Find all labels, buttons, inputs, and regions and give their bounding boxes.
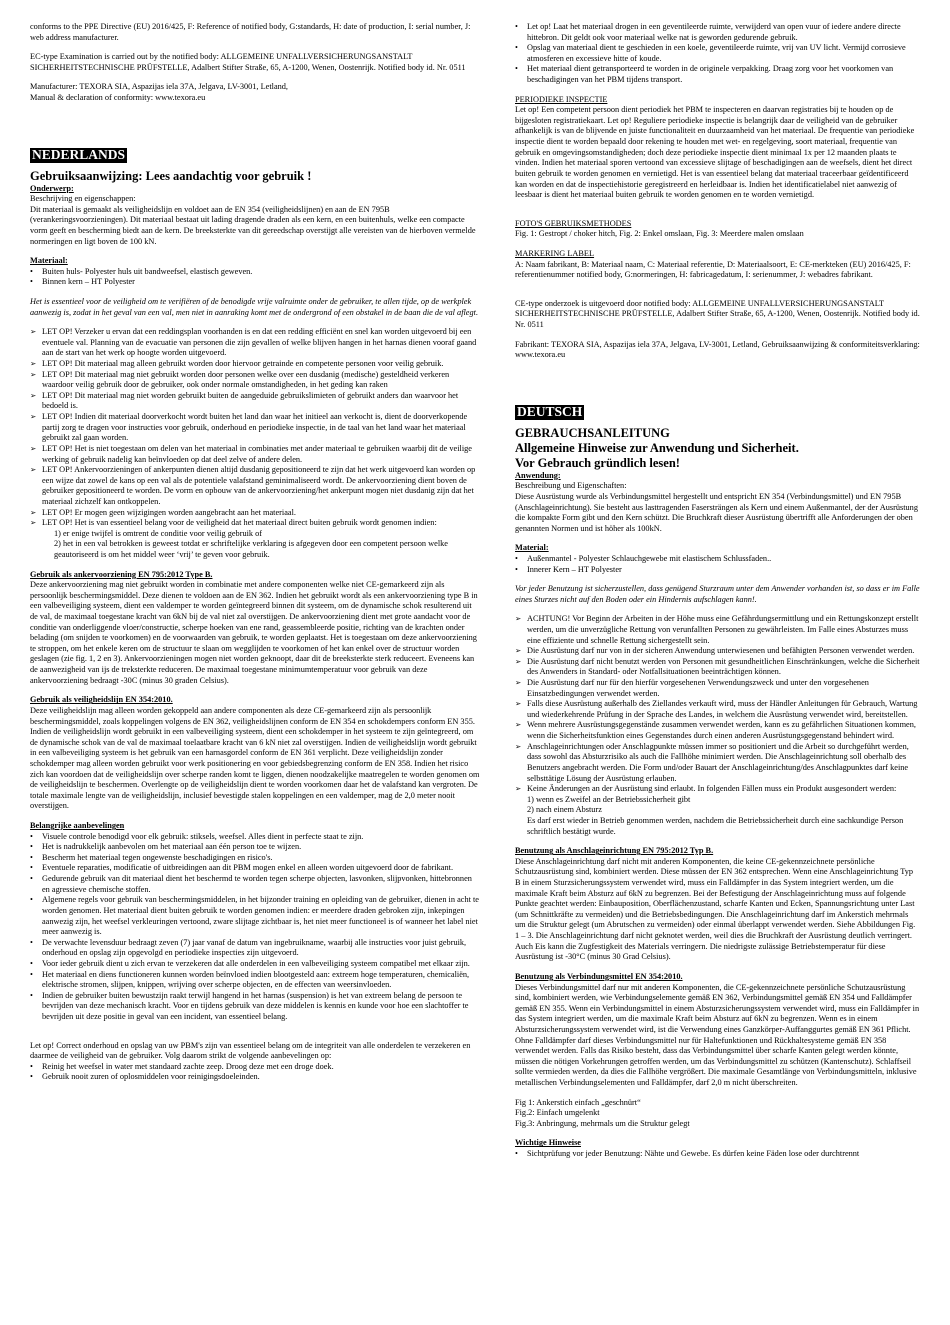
warning-item: ➢ Falls diese Ausrüstung außerhalb des Ziellandes verkauft wird, muss der Händler Anleitungen für Gebrauch, Wartung und wiederkehrende Prüfung in der Sprache des Landes, in welchem die Ausrüstung verwendet wird, bereitstellen.	[515, 699, 920, 720]
warning-item: ➢ LET OP! Dit materiaal mag niet gebruikt worden door personen welke over een dusdanig (medische) gesteldheid verkeren waardoor veilig gebruik door de gebruiker, ook onder normale omstandigheden, in het geding kan raken	[30, 370, 480, 391]
language-label-nl: NEDERLANDS	[32, 146, 126, 162]
nl-lanyard-text: Deze veiligheidslijn mag alleen worden gekoppeld aan andere componenten als deze CE-gemarkeerd zijn als persoonlijk beschermingsmiddel, zoals koppelingen volgens de EN 362, veiligheidslijnen conform de EN 354 en schokdempers conform EN 355. Indien de veiligheidslijn wordt gebruikt in een valbeveiliging systeem, dient een schokdemper in het systeem te zijn geïntegreerd, om de dynamische schok van de val de maximaal toelaatbare kracht van 6 kN niet zal overstijgen. Indien de veiligheidslijn wordt gebruikt in een valbeveiliging systeem is het gebruik van een harnasgordel conform de EN 361 verplicht. Deze veiligheidslijn zonder schokdemper mag alleen worden gebruikt voor werk positionering en voor gebiedsbegrenzing conform de EN 358. Indien het risico zich kan voordoen dat de veiligheidslijn over scherpe randen komt te liggen, dienen noodzakelijke maatregelen te worden genomen om de veiligheidslijn te beschermen. Overlengte op de veiligheidslijn dient te worden voorkomen daar het de valafstand kan vergroten. De totale maximale lengte van de veiligheidslijn, inclusief bevestigde stalen koppelingen en een valdemper, mag de 2,0 meter nooit overstijgen.	[30, 705, 480, 811]
list-item: • Sichtprüfung vor jeder Benutzung: Nähte und Gewebe. Es dürfen keine Fäden lose oder durchtrennt	[515, 1149, 920, 1160]
list-item: • Let op! Laat het materiaal drogen in een geventileerde ruimte, verwijderd van open vuur of iedere andere directe hittebron. Dit geldt ook voor materiaal welke nat is geworden gedurende gebruik.	[515, 22, 920, 43]
condition-item: 2) het in een val betrokken is geweest totdat er schriftelijke verklaring is afgegeven door een competent persoon welke geautoriseerd is om het middel weer ‘vrij’ te geven voor gebruik.	[54, 539, 448, 559]
warning-item: ➢ LET OP! Indien dit materiaal doorverkocht wordt buiten het land dan waar het initieel aan verkocht is, dient de doorverkopende partij zorg te dragen voor instructies voor gebruik, onderhoud en periodieke inspectie, in de taal van het land waar het materiaal gebruikt zal gaan worden.	[30, 412, 480, 444]
warning-item: ➢ Die Ausrüstung darf nicht benutzt werden von Personen mit gesundheitlichen Einschränkungen, welche die Sicherheit des Anwenders in Standard- oder Notfallsituationen beeinträchtigen können.	[515, 657, 920, 678]
list-item: • Buiten huls- Polyester huls uit bandweefsel, elastisch geweven.	[30, 267, 480, 278]
nl-maintenance-list	[30, 1062, 480, 1083]
nl-clearance-note: Het is essentieel voor de veiligheid om te verifiëren of de benodigde vrije valruimte onder de gebruiker, te allen tijde, op de werkplek aanwezig is, zodat in het geval van een val, men niet in aanraking komt met de ondergrond of een obstakel in de baan die de val aflegt.	[30, 296, 479, 317]
nl-label-text: A: Naam fabrikant, B: Materiaal naam, C: Materiaal referentie, D: Materiaalsoort, E: CE-merkteken (EU) 2016/425, F: referentienummer notified body, G:normeringen, H: fabricagedatum, I: serienummer, J: webadres fabrikant.	[515, 259, 911, 280]
list-item: • Gedurende gebruik van dit materiaal dient het beschermd te worden tegen scherpe objecten, lasvonken, slijpvonken, hittebronnen en agressieve chemische stoffen.	[30, 874, 480, 895]
warning-item: ➢ LET OP! Verzeker u ervan dat een reddingsplan voorhanden is en dat een redding efficiënt en snel kan worden uitgevoerd bij een eventuele val. Planning van de evacuatie van personen die zijn gevallen of welke blijven hangen in het harnas dienen vooraf gaand aan de start van het werk op hoogte worden uitgevoerd.	[30, 327, 480, 359]
condition-item: Es darf erst wieder in Betrieb genommen werden, nachdem die Betriebssicherheit durch eine sachkundige Person schriftlich bestätigt wurde.	[527, 815, 904, 836]
list-item: • De verwachte levensduur bedraagt zeven (7) jaar vanaf de datum van ingebruikname, waarbij alle instructies voor juist gebruik, onderhoud en opslag zijn opgevolgd en periodieke inspecties zijn uitgevoerd.	[30, 938, 480, 959]
list-item: • Gebruik nooit zuren of oplosmiddelen voor reinigingsdoeleinden.	[30, 1072, 480, 1083]
nl-warning-conditions	[30, 529, 480, 561]
list-item: • Eventuele reparaties, modificatie of uitbreidingen aan dit PBM mogen enkel en alleen worden uitgevoerd door de fabrikant.	[30, 863, 480, 874]
intro-manual-link: Manual & declaration of conformity: www.texora.eu	[30, 93, 206, 103]
warning-item: ➢ LET OP! Dit materiaal mag niet worden gebruikt buiten de aangeduide gebruikslimieten of gebruikt anders dan waarvoor het bedoeld is.	[30, 391, 480, 412]
de-lanyard-heading: Benutzung als Verbindungsmittel EN 354:2010.	[515, 971, 683, 981]
warning-item: ➢ LET OP! Er mogen geen wijzigingen worden aangebracht aan het materiaal.	[30, 508, 480, 519]
nl-material-list	[30, 267, 480, 288]
warning-item: ➢ ACHTUNG! Vor Beginn der Arbeiten in der Höhe muss eine Gefährdungsermittlung und ein Rettungskonzept erstellt werden, um die unverzügliche Rettung von verunfallten Personen zu gewährleisten. Im Falle eines Absturzes muss eine effiziente und schnelle Rettung sichergestellt sein.	[515, 614, 920, 646]
nl-subject-text: Dit materiaal is gemaakt als veiligheidslijn en voldoet aan de EN 354 (veiligheidslijnen) en aan de EN 795B (verankeringsvoorzieningen). Dit materiaal bestaat uit lading dragende draden als een kern, en een buitenhuls, welke een compacte vorm geeft en bescherming biedt aan de kern. De breeksterkte van dit gereedschap overstijgt alle vereisten van de hierboven vermelde normeringen en ligt boven de 100 kN.	[30, 204, 476, 246]
left-column	[30, 22, 480, 1083]
nl-material-label: Materiaal:	[30, 256, 68, 266]
list-item: • Reinig het weefsel in water met standaard zachte zeep. Droog deze met een droge doek.	[30, 1062, 480, 1073]
right-column	[515, 22, 920, 1160]
list-item: • Indien de gebruiker buiten bewustzijn raakt terwijl hangend in het harnas (suspension) is het van extreem belang de persoon te bevrijden van deze mechanisch kracht. Voor en tijdens gebruik van deze middelen is kennis en kunde voor hoe een slachtoffer te bevrijden uit deze positie in geval van een incident, van essentieel belang.	[30, 991, 480, 1023]
warning-item: ➢ Keine Änderungen an der Ausrüstung sind erlaubt. In folgenden Fällen muss ein Produkt ausgesondert werden:	[515, 784, 920, 795]
de-anchor-text: Diese Anschlageinrichtung darf nicht mit anderen Komponenten, die keine CE-gekennzeichnete persönliche Schutzausrüstung sind, kombiniert werden. Diese müssen der EN 362 entsprechen. Wenn eine Anschlageinrichtung Typ B in einem Sturzsicherungssystem verwendet wird, muss ein Falldämpfer in das System integriert werden, um die maximale Kraft beim Absturz auf 6kN zu begrenzen. Bei der Befestigung der Anschlageinrichtung muss auf folgende Punkte geachtet werden: Einbauposition, Oberflächenzustand, scharfe Kanten und Ecken, Spannungsrichtung unter Last (um Schnittkräfte zu vermeiden) und die Betriebsbedingungen. Die Anschlageinrichtung darf im Ankerstich mehrmals um die Struktur gelegt (um Abrutschen zu vermeiden) oder einmal überlappt verwendet werden. Siehe Abbildungen Fig. 1 – 3. Die Anschlageinrichtung darf nicht geknotet werden, weil dies die Bruchkraft der Ausrüstung deutlich verringert. Auch Eis kann die Zugfestigkeit des Materials verringern. Die niedrigste zulässige Betriebstemperatur für diese Ausrüstung ist -30°C (minus 30 Grad Celsius).	[515, 856, 916, 962]
de-application-label: Anwendung:	[515, 470, 561, 480]
de-title-line-2: Allgemeine Hinweise zur Anwendung und Sicherheit.	[515, 440, 799, 455]
warning-item: ➢ LET OP! Het is van essentieel belang voor de veiligheid dat het materiaal direct buiten gebruik wordt genomen indien:	[30, 518, 480, 529]
de-lanyard-text: Dieses Verbindungsmittel darf nur mit anderen Komponenten, die CE-gekennzeichnete persönliche Schutzausrüstung sind, kombiniert werden, wie Verbindungselemente gemäß EN 362, Verbindungsmittel gemäß EN 354 und Falldämpfer gemäß EN 355. Wenn ein Verbindungsmittel in einem Absturzsicherungssystem verwendet wird, muss ein Falldämpfer in das System integriert werden, um die maximale Kraft beim Absturz auf 6kN zu begrenzen. Wenn es in einem Absturzsicherungssystem verwendet wird, ist die Verwendung eines Ganzkörper-Auffanggurtes gemäß EN 361 Pflicht. Ohne Falldämpfer darf dieses Verbindungsmittel nur für Haltefunktionen und Rückhaltesysteme gemäß EN 358 verwendet werden. Falls das Risiko besteht, dass das Verbindungsmittel über scharfe Kanten gelegt werden könnte, müssen die nötigen Vorkehrungen getroffen werden, um das Verbindungsmittel zu schützen (Kantenschutz). Schlaffseil sollte vermieden werden, da dies die Fallhöhe vergrößert. Die maximale Gesamtlänge von Verbindungsmitteln, inklusive metallischen Verbindungselementen und Falldämpfer, darf 2,0 m nicht überschreiten.	[515, 982, 920, 1087]
de-fig-item: Fig.2: Einfach umgelenkt	[515, 1108, 600, 1118]
de-material-label: Material:	[515, 543, 549, 553]
list-item: • Innerer Kern – HT Polyester	[515, 565, 920, 576]
de-fig-item: Fig.3: Anbringung, mehrmals um die Struktur gelegt	[515, 1118, 690, 1128]
nl-inspection-text: Let op! Een competent persoon dient periodiek het PBM te inspecteren en daarvan registraties bij te houden op de bijgesloten registratiekaart. Let op! Reguliere periodieke inspectie is belangrijk daar de veiligheid van de gebruiker afhankelijk is van de blijvende en juiste functionaliteit en duurzaamheid van het materiaal. De frequentie van periodieke inspectie dient te worden bepaald door rekening te houden met wet- en regelgeving, soort materiaal, frequentie van gebruik en omgevingsomstandigheden; doch deze periodieke inspectie dient minimaal 1x per 12 maanden plaats te vinden. Indien het materiaal sporen vertoond van excessieve slijtage of beschadigingen aan de weefsels, dient het direct buiten gebruik te worden genomen en vernietigd. Het is van essentieel belang dat materiaal traceerbaar geïdentificeerd kan worden en dat de inspectiehistorie geregistreerd en herleidbaar is. Indien het identificatielabel niet aanwezig of leesbaar is dient het materiaal buiten gebruik te worden genomen en te worden vernietigd.	[515, 105, 915, 200]
nl-ce-text: CE-type onderzoek is uitgevoerd door notified body: ALLGEMEINE UNFALLVERSICHERUNGSANSTALT SICHERHEITSTECHNISCHE PRÜFSTELLE, Adalbert Stifter Straße, 65, A-1200, Wenen, Oostenrijk. Notified body id. Nr. 0511	[515, 298, 920, 330]
list-item: • Binnen kern – HT Polyester	[30, 277, 480, 288]
de-warning-conditions	[515, 795, 920, 837]
condition-item: 2) nach einem Absturz	[527, 805, 602, 815]
nl-storage-list	[515, 22, 920, 86]
de-title-line-1: GEBRAUCHSANLEITUNG	[515, 425, 670, 440]
de-clearance-note: Vor jeder Benutzung ist sicherzustellen, dass genügend Sturzraum unter dem Anwender vorhanden ist, so dass er im Falle eines Sturzes nicht auf den Boden oder ein Hindernis aufschlagen kann!.	[515, 584, 920, 604]
warning-item: ➢ Anschlageinrichtungen oder Anschlagpunkte müssen immer so positioniert und die Arbeit so durchgeführt werden, dass sowohl das Absturzrisiko als auch die Fallhöhe minimiert werden. Die Anschlageinrichtung soll oberhalb des Benutzers angebracht werden. Die Form und/oder Bauart der Anschlageinrichtung/des Anschlagpunktes darf keine selbsttätige Lösung der Ausrüstung erlauben.	[515, 742, 920, 784]
nl-photos-heading: FOTO'S GEBRUIKSMETHODES	[515, 218, 632, 228]
de-important-list	[515, 1149, 920, 1160]
list-item: • Opslag van materiaal dient te geschieden in een koele, geventileerde ruimte, vrij van UV licht. Vermijd corrosieve atmosferen en excessieve hitte of koude.	[515, 43, 920, 64]
nl-warning-list	[30, 327, 480, 529]
nl-anchor-heading: Gebruik als ankervoorziening EN 795:2012 Type B.	[30, 569, 213, 579]
warning-item: ➢ Die Ausrüstung darf nur von in der sicheren Anwendung unterwiesenen und befähigten Personen verwendet werden.	[515, 646, 920, 657]
de-warning-list	[515, 614, 920, 794]
de-anchor-heading: Benutzung als Anschlageinrichtung EN 795:2012 Typ B.	[515, 846, 714, 856]
condition-item: 1) wenn es Zweifel an der Betriebssicherheit gibt	[527, 794, 691, 804]
list-item: • Het is nadrukkelijk aanbevolen om het materiaal aan één person toe te wijzen.	[30, 842, 480, 853]
language-label-de: DEUTSCH	[517, 403, 583, 419]
condition-item: 1) er enige twijfel is omtrent de conditie voor veilig gebruik of	[54, 528, 263, 538]
list-item: • Het materiaal en diens functioneren kunnen worden beïnvloed indien blootgesteld aan: extreem hoge temperaturen, chemicaliën, elektrische stromen, slijpen, knippen, wrijving over scherpe objecten, en de effecten van weersinvloeden.	[30, 970, 480, 991]
warning-item: ➢ LET OP! Het is niet toegestaan om delen van het materiaal in combinaties met ander materiaal te gebruiken waarbij dit de veilige werking of gebruik nadelig kan beïnvloeden op dat deel zelve of andere delen.	[30, 444, 480, 465]
de-fig-item: Fig 1: Ankerstich einfach „geschnürt“	[515, 1097, 641, 1107]
list-item: • Außenmantel - Polyester Schlauchgewebe mit elastischem Schlussfaden..	[515, 554, 920, 565]
de-material-list	[515, 554, 920, 575]
warning-item: ➢ Die Ausrüstung darf nur für den hierfür vorgesehenen Verwendungszweck und unter den vorgesehenen Einsatzbedingungen verwendet werden.	[515, 678, 920, 699]
nl-maintenance-text: Let op! Correct onderhoud en opslag van uw PBM's zijn van essentieel belang om de integriteit van alle onderdelen te verzekeren en daarmee de veiligheid van de gebruiker. Volg daarom strikt de volgende aanbevelingen op:	[30, 1040, 471, 1061]
nl-manufacturer-text: Fabrikant: TEXORA SIA, Aspazijas iela 37A, Jelgava, LV-3001, Letland, Gebruiksaanwijzing & conformiteitsverklaring: www.texora.eu	[515, 339, 920, 360]
nl-anchor-text: Deze ankervoorziening mag niet gebruikt worden in combinatie met andere componenten welke niet CE-gemarkeerd zijn als persoonlijk beschermingsmiddel. Deze dienen te voldoen aan de EN 362. Indien het gebruikt wordt als een ankervoorziening type B in een valbeveiliging systeem, dient een valdemper te worden geïntegreerd binnen dit systeem, om de dynamische schok resulterend uit de val, de maximaal toegestane kracht van 6kN bij de val niet zal overstijgen. De ankervoorziening dient met grote aandacht voor de conditie van onderliggende vloer/constructie, scherpe hoeken van ene rand, geassembleerde positie, richting van de krachten onder belading (om snijden te voorkomen) en de voorwaarden van gebruik, te worden geplaatst. Het is toegestaan om deze ankervoorziening te stroppen, om het enkele keren om de structuur te slaan om wegglijden te voorkomen of het kan enkel over de structuur worden geslagen (zie fig. 1, 2 en 3). Ankervoorzieningen mogen niet worden geknoopt, daar dit de breeksterkte sterk reduceert. Eveneens kan de aanwezigheid van ijs de treksterkte reduceren. De maximaal toegestane minimumtemperatuur voor gebruik van deze ankervoorziening bedraagt -30C (minus 30 graden Celsius).	[30, 580, 478, 685]
nl-label-heading: MARKERING LABEL	[515, 248, 595, 258]
warning-item: ➢ LET OP! Ankervoorzieningen of ankerpunten dienen altijd dusdanig gepositioneerd te zijn dat het werk uitgevoerd kan worden op een wijze dat zowel de kans op een val als de potentiele valafstand geminimaliseerd wordt. De ankervoorziening dient boven de gebruiker gepositioneerd te worden. De vorm en opbouw van de ankervoorziening/het ankerpunt mogen niet dusdanig zijn dat het materiaal zichzelf kan ontkoppelen.	[30, 465, 480, 507]
de-title-line-3: Vor Gebrauch gründlich lesen!	[515, 455, 680, 470]
nl-subject-label: Onderwerp:	[30, 183, 74, 193]
nl-recommendations-list	[30, 832, 480, 1023]
list-item: • Het materiaal dient getransporteerd te worden in de originele verpakking. Draag zorg voor het voorkomen van beschadigingen van het PBM tijdens transport.	[515, 64, 920, 85]
warning-item: ➢ Wenn mehrere Ausrüstungsgegenstände zusammen verwendet werden, kann es zu gefährlichen Situationen kommen, wenn die Sicherheitsfunktion eines Gegenstandes durch einen anderen Ausrüstungsgegenstand behindert wird.	[515, 720, 920, 741]
nl-title: Gebruiksaanwijzing: Lees aandachtig voor gebruik !	[30, 168, 312, 183]
nl-lanyard-heading: Gebruik als veiligheidslijn EN 354:2010.	[30, 695, 173, 705]
list-item: • Voor ieder gebruik dient u zich ervan te verzekeren dat alle onderdelen in een valbeveiliging systeem compatibel met elkaar zijn.	[30, 959, 480, 970]
nl-photos-text: Fig. 1: Gestropt / choker hitch, Fig. 2: Enkel omslaan, Fig. 3: Meerdere malen omslaan	[515, 229, 804, 239]
nl-inspection-heading: PERIODIEKE INSPECTIE	[515, 94, 608, 104]
intro-manufacturer: Manufacturer: TEXORA SIA, Aspazijas iela 37A, Jelgava, LV-3001, Letland,	[30, 82, 288, 92]
de-important-heading: Wichtige Hinweise	[515, 1138, 581, 1148]
list-item: • Algemene regels voor gebruik van beschermingsmiddelen, in het bijzonder training en opleiding van de gebruiker, dienen in acht te worden genomen. Het materiaal dient buiten gebruik te worden genomen indien: er meerdere draden gebroken zijn, inkepingen aanwezig zijn, het weefsel verkleuringen vertoond, zware slijtage zichtbaar is, het niet meer functioneel is of wanneer het label niet meer aanwezig is.	[30, 895, 480, 937]
list-item: • Visuele controle benodigd voor elk gebruik: stiksels, weefsel. Alles dient in perfecte staat te zijn.	[30, 832, 480, 843]
intro-ec-examination: EC-type Examination is carried out by the notified body: ALLGEMEINE UNFALLVERSICHERUNGSANSTALT SICHERHEITSTECHNISCHE PRÜFSTELLE, Adalbert Stifter Straße, 65, A-1200, Wenen, Oostenrijk. Notified body id. Nr. 0511	[30, 52, 466, 72]
list-item: • Bescherm het materiaal tegen ongewenste beschadigingen en risico's.	[30, 853, 480, 864]
warning-item: ➢ LET OP! Dit materiaal mag alleen gebruikt worden door hiervoor getrainde en competente personen voor veilig gebruik.	[30, 359, 480, 370]
de-application-line: Beschreibung und Eigenschaften:	[515, 481, 627, 491]
intro-markings: conforms to the PPE Directive (EU) 2016/425, F: Reference of notified body, G:standards, H: date of production, I: serial number, J: web address manufacturer.	[30, 22, 471, 42]
nl-subject-line: Beschrijving en eigenschappen:	[30, 194, 136, 204]
nl-recommendations-heading: Belangrijke aanbevelingen	[30, 821, 125, 831]
de-application-text: Diese Ausrüstung wurde als Verbindungsmittel hergestellt und entspricht EN 354 (Verbindungsmittel) und EN 795B (Anschlageinrichtung). Sie besteht aus lasttragenden Fasersträngen als Kern und einem Außenmantel, der der Ausrüstung die kompakte Form gibt und den Kern schützt. Die Bruchkraft dieser Ausrüstung übertrifft alle Anforderungen der oben genannten Normen und ist höher als 100kN.	[515, 491, 918, 533]
